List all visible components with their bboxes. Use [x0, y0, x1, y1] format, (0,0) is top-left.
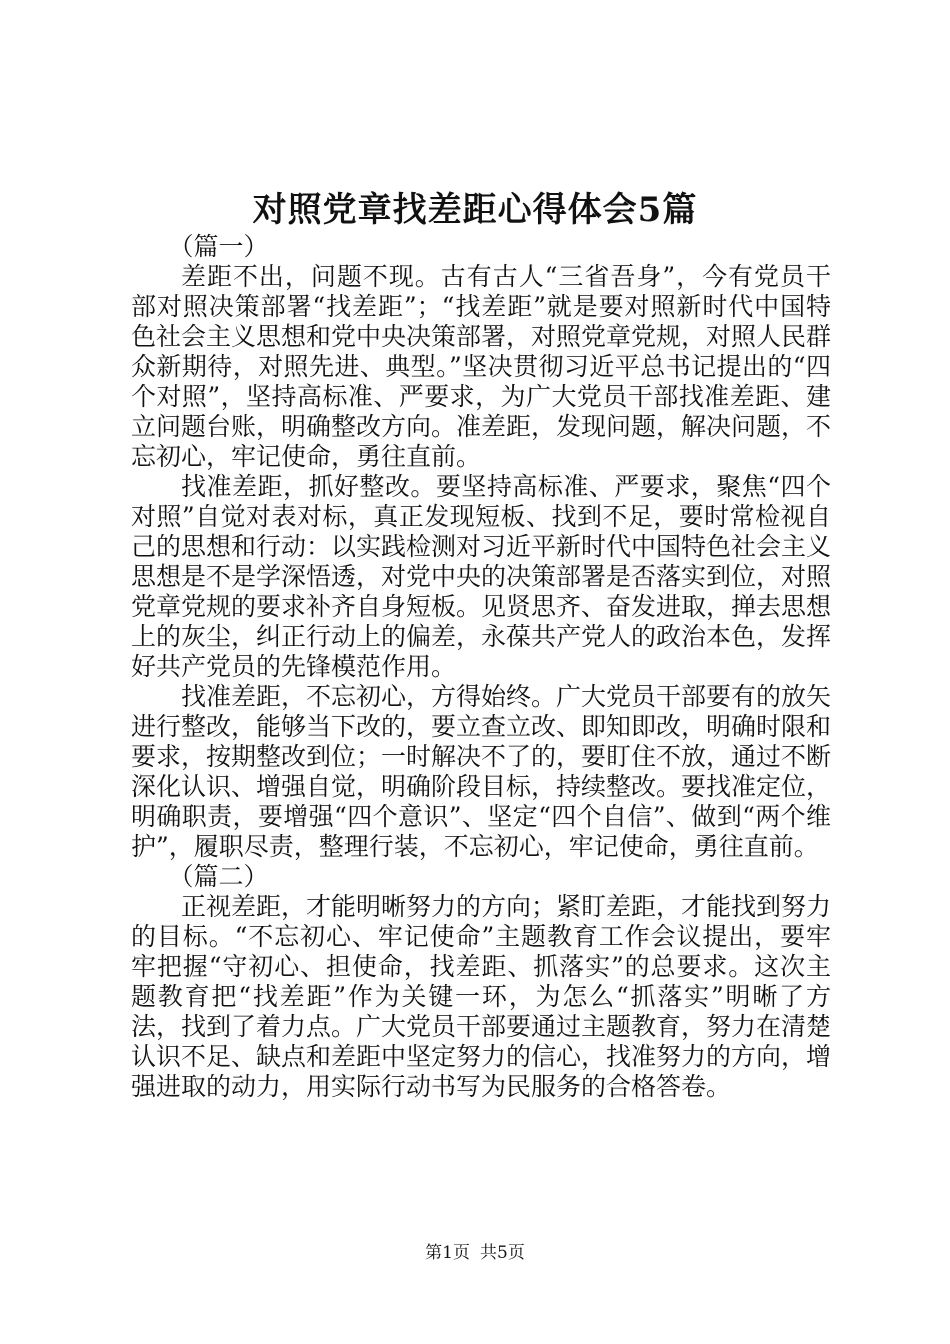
page-footer: [0, 1241, 950, 1265]
paragraph-4: 正视差距，才能明晰努力的方向；紧盯差距，才能找到努力的目标。“不忘初心、牢记使命”主题教育工作会议提出，要牢牢把握“守初心、担使命，找差距、抓落实”的总要求。这次主题教育把“找差距”作为关键一环，为怎么“抓落实”明晰了方法，找到了着力点。广大党员干部要通过主题教育，努力在清楚认识不足、缺点和差距中坚定努力的信心，找准努力的方向，增强进取的动力，用实际行动书写为民服务的合格答卷。: [131, 892, 832, 1101]
document-body: [131, 232, 831, 1102]
document-title: 对照党章找差距心得体会5篇: [252, 190, 698, 230]
page-number: 第1页: [425, 1243, 470, 1263]
paragraph-3: 找准差距，不忘初心，方得始终。广大党员干部要有的放矢进行整改，能够当下改的，要立查立改、即知即改，明确时限和要求，按期整改到位；一时解决不了的，要盯住不放，通过不断深化认识、增强自觉，明确阶段目标，持续整改。要找准定位，明确职责，要增强“四个意识”、坚定“四个自信”、做到“两个维护”，履职尽责，整理行装，不忘初心，牢记使命，勇往直前。: [131, 682, 832, 861]
paragraph-2: 找准差距，抓好整改。要坚持高标准、严要求，聚焦“四个对照”自觉对表对标，真正发现短板、找到不足，要时常检视自己的思想和行动：以实践检测对习近平新时代中国特色社会主义思想是不是学深悟透，对党中央的决策部署是否落实到位，对照党章党规的要求补齐自身短板。见贤思齐、奋发进取，掸去思想上的灰尘，纠正行动上的偏差，永葆共产党人的政治本色，发挥好共产党员的先锋模范作用。: [131, 472, 832, 681]
paragraph-1: 差距不出，问题不现。古有古人“三省吾身”，今有党员干部对照决策部署“找差距”；“找差距”就是要对照新时代中国特色社会主义思想和党中央决策部署，对照党章党规，对照人民群众新期待，对照先进、典型。”坚决贯彻习近平总书记提出的“四个对照”，坚持高标准、严要求，为广大党员干部找准差距、建立问题台账，明确整改方向。准差距，发现问题，解决问题，不忘初心，牢记使命，勇往直前。: [131, 262, 832, 471]
section-heading-1: （篇一）: [168, 232, 269, 261]
page-total: 共5页: [480, 1243, 525, 1263]
section-heading-2: （篇二）: [168, 862, 269, 891]
